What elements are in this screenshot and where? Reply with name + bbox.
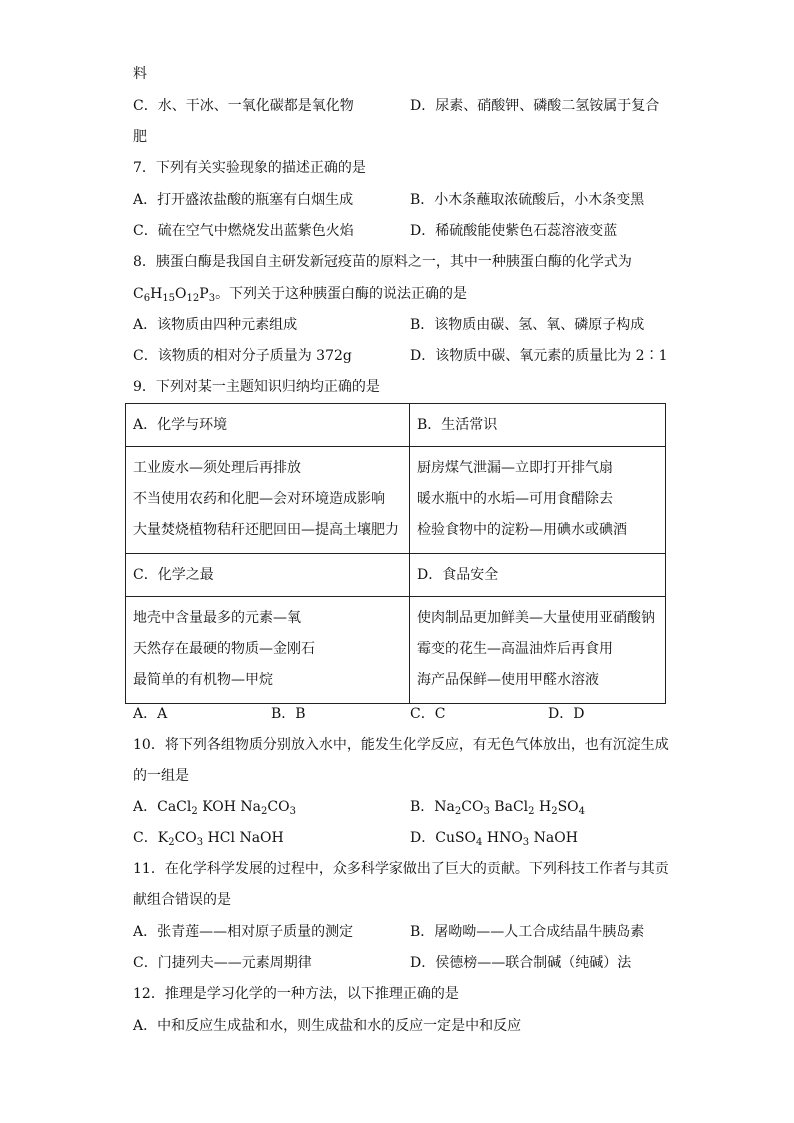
q9-cell-b-head: B．生活常识 — [410, 404, 666, 447]
q6-option-c: C．水、干冰、一氧化碳都是氧化物 — [133, 98, 354, 114]
q9-option-d: D．D — [548, 706, 585, 722]
q8-option-d: D．该物质中碳、氧元素的质量比为 2∶1 — [410, 348, 668, 364]
q9-option-c: C．C — [410, 706, 446, 722]
q9-stem: 9．下列对某一主题知识归纳均正确的是 — [133, 379, 380, 395]
q7-option-a: A．打开盛浓盐酸的瓶塞有白烟生成 — [133, 192, 354, 208]
q10-option-d: D．CuSO$_4$ $HNO_3$ NaOH — [410, 830, 578, 848]
q6-option-d-tail: 肥 — [133, 129, 147, 145]
q10-option-c: C．$K_2CO_3$ HCl NaOH — [133, 830, 284, 848]
q9-cell-a-head: A．化学与环境 — [126, 404, 410, 447]
q8-formula-c: C — [133, 286, 144, 302]
q11-option-b: B．屠呦呦——人工合成结晶牛胰岛素 — [410, 924, 645, 940]
q9-table — [125, 403, 666, 704]
q12-stem: 12．推理是学习化学的一种方法，以下推理正确的是 — [133, 986, 459, 1002]
q7-option-b: B．小木条蘸取浓硫酸后，小木条变黑 — [410, 192, 645, 208]
q7-option-c: C．硫在空气中燃烧发出蓝紫色火焰 — [133, 223, 354, 239]
q9-cell-c-body: 地壳中含量最多的元素—氧 天然存在最硬的物质—金刚石 最简单的有机物—甲烷 — [126, 597, 410, 704]
q10-stem-line2: 的一组是 — [133, 768, 189, 784]
q11-option-a: A．张青莲——相对原子质量的测定 — [133, 924, 354, 940]
q12-option-a: A．中和反应生成盐和水，则生成盐和水的反应一定是中和反应 — [133, 1018, 522, 1034]
q8-stem-tail: 。下列关于这种胰蛋白酶的说法正确的是 — [215, 286, 468, 302]
q11-stem-line2: 献组合错误的是 — [133, 892, 231, 908]
q8-option-c: C．该物质的相对分子质量为 372g — [133, 348, 352, 364]
q9-cell-d-head: D．食品安全 — [410, 554, 666, 597]
q10-option-a: A．CaCl$_2$ KOH $Na_2CO_3$ — [133, 799, 296, 817]
q9-cell-c-head: C．化学之最 — [126, 554, 410, 597]
q11-option-d: D．侯德榜——联合制碱（纯碱）法 — [410, 955, 632, 971]
q10-stem-line1: 10．将下列各组物质分别放入水中，能发生化学反应，有无色气体放出，也有沉淀生成 — [133, 737, 669, 753]
q8-option-b: B．该物质由碳、氢、氧、磷原子构成 — [410, 317, 645, 333]
q7-option-d: D．稀硫酸能使紫色石蕊溶液变蓝 — [410, 223, 618, 239]
q8-option-a: A．该物质由四种元素组成 — [133, 317, 298, 333]
q11-stem-line1: 11．在化学科学发展的过程中，众多科学家做出了巨大的贡献。下列科技工作者与其贡 — [133, 861, 669, 877]
q7-stem: 7．下列有关实验现象的描述正确的是 — [133, 160, 366, 176]
q11-option-c: C．门捷列夫——元素周期律 — [133, 955, 312, 971]
q6-stem-tail: 料 — [133, 66, 147, 82]
q8-formula-line: $C_6H_{15}O_{12}P_3$。下列关于这种胰蛋白酶的说法正确的是 — [133, 286, 468, 304]
q9-option-a: A．A — [133, 706, 168, 722]
q9-cell-d-body: 使肉制品更加鲜美—大量使用亚硝酸钠 霉变的花生—高温油炸后再食用 海产品保鲜—使用甲醛水溶液 — [410, 597, 666, 704]
q9-cell-a-body: 工业废水—须处理后再排放 不当使用农药和化肥—会对环境造成影响 大量焚烧植物秸秆还肥回田—提高土壤肥力 — [126, 447, 410, 554]
q9-cell-b-body: 厨房煤气泄漏—立即打开排气扇 暖水瓶中的水垢—可用食醋除去 检验食物中的淀粉—用碘水或碘酒 — [410, 447, 666, 554]
q9-option-b: B．B — [271, 706, 306, 722]
q6-option-d: D．尿素、硝酸钾、磷酸二氢铵属于复合 — [410, 98, 660, 114]
q10-option-b: B．$Na_2CO_3$ BaCl$_2$ $H_2SO_4$ — [410, 799, 586, 817]
q8-stem: 8．胰蛋白酶是我国自主研发新冠疫苗的原料之一，其中一种胰蛋白酶的化学式为 — [133, 254, 632, 270]
